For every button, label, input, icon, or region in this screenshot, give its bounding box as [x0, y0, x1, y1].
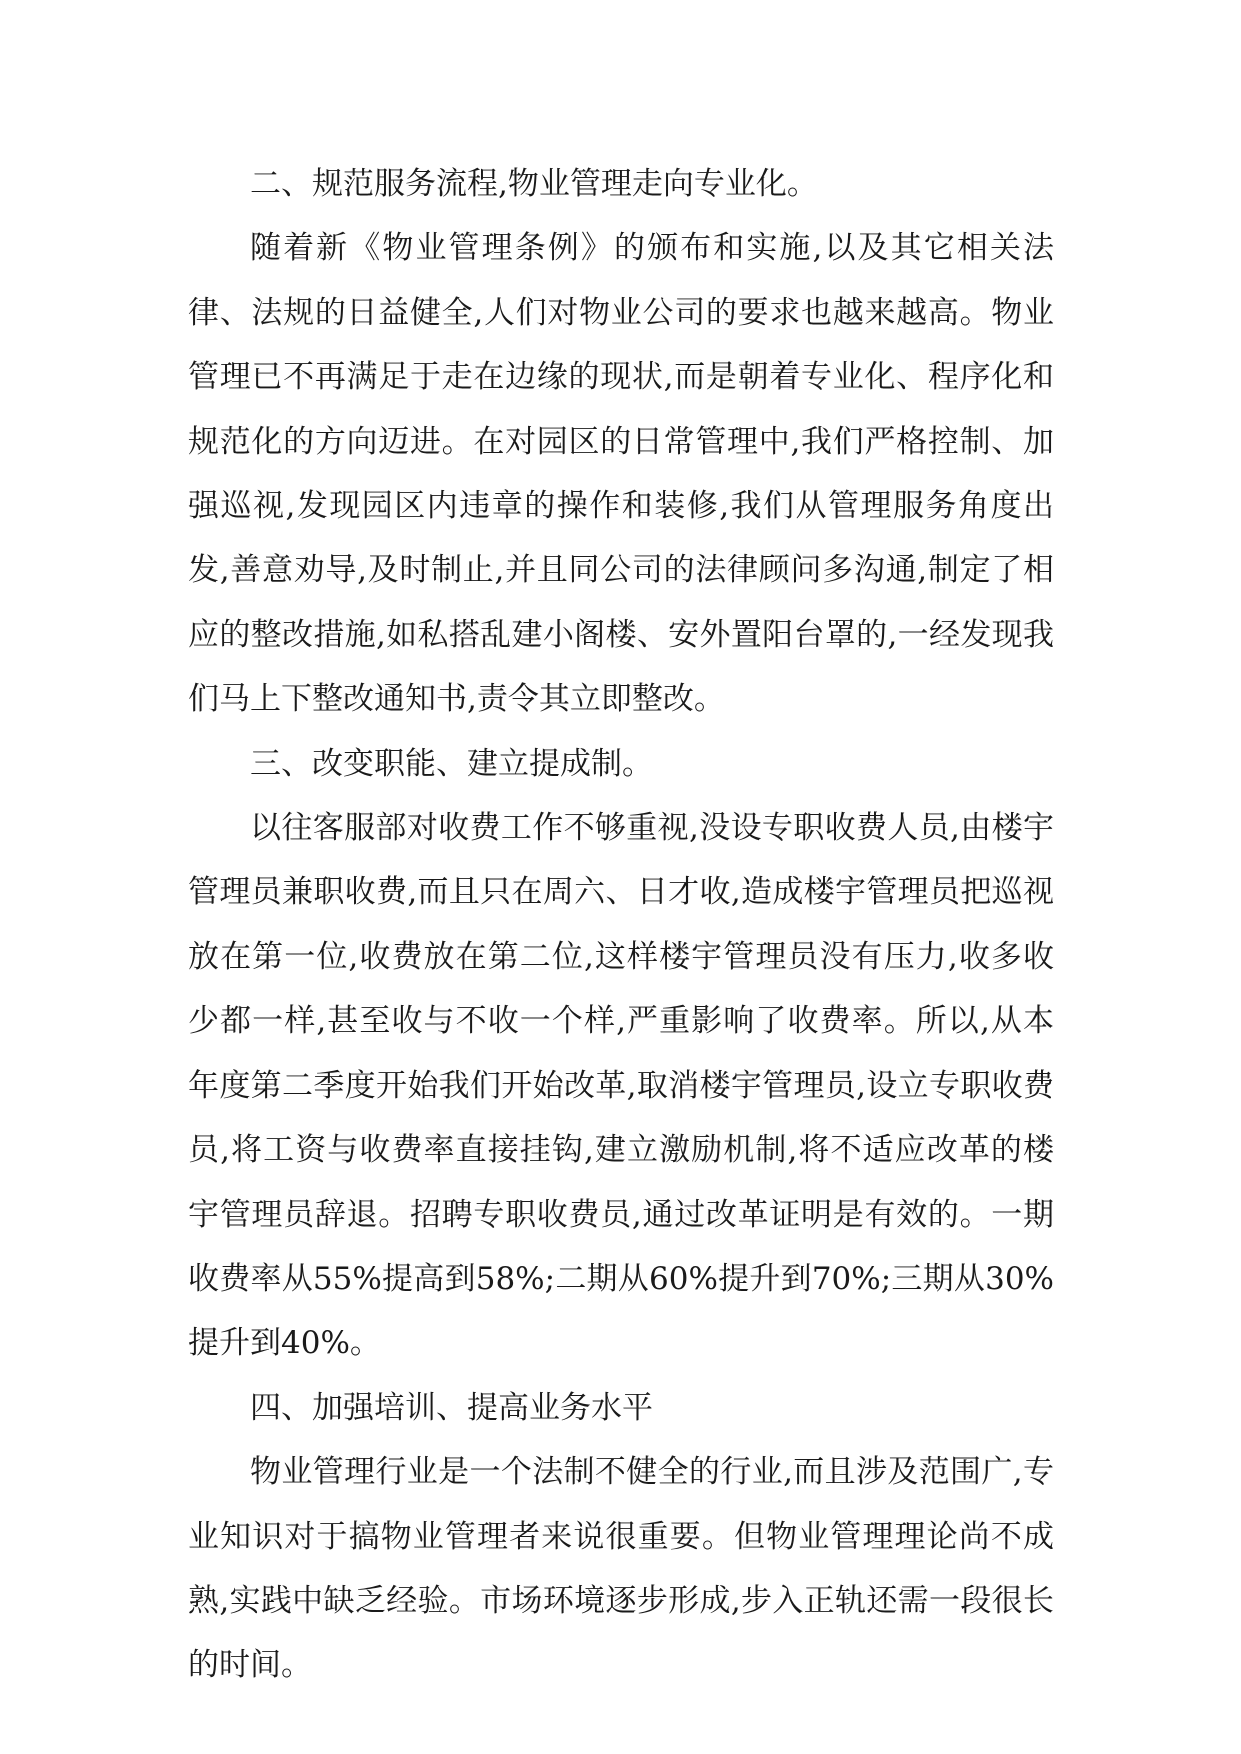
section-heading-3: 三、改变职能、建立提成制。 — [250, 745, 653, 782]
section-heading-4: 四、加强培训、提高业务水平 — [250, 1389, 653, 1426]
paragraph-section-3: 以往客服部对收费工作不够重视,没设专职收费人员,由楼宇管理员兼职收费,而且只在周六、日才收,造成楼宇管理员把巡视放在第一位,收费放在第二位,这样楼宇管理员没有压力,收多收少都一样,甚至收与不收一个样,严重影响了收费率。所以,从本年度第二季度开始我们开始改革,取消楼宇管理员,设立专职收费员,将工资与收费率直接挂钩,建立激励机制,将不适应改革的楼宇管理员辞退。招聘专职收费员,通过改革证明是有效的。一期收费率从55%提高到58%;二期从60%提升到70%;三期从30%提升到40%。 — [188, 810, 1054, 1362]
document-body — [188, 152, 1054, 1698]
paragraph-section-2: 随着新《物业管理条例》的颁布和实施,以及其它相关法律、法规的日益健全,人们对物业公司的要求也越来越高。物业管理已不再满足于走在边缘的现状,而是朝着专业化、程序化和规范化的方向迈进。在对园区的日常管理中,我们严格控制、加强巡视,发现园区内违章的操作和装修,我们从管理服务角度出发,善意劝导,及时制止,并且同公司的法律顾问多沟通,制定了相应的整改措施,如私搭乱建小阁楼、安外置阳台罩的,一经发现我们马上下整改通知书,责令其立即整改。 — [188, 230, 1054, 718]
paragraph-section-4: 物业管理行业是一个法制不健全的行业,而且涉及范围广,专业知识对于搞物业管理者来说很重要。但物业管理理论尚不成熟,实践中缺乏经验。市场环境逐步形成,步入正轨还需一段很长的时间。 — [188, 1454, 1054, 1684]
section-heading-2: 二、规范服务流程,物业管理走向专业化。 — [250, 166, 818, 202]
